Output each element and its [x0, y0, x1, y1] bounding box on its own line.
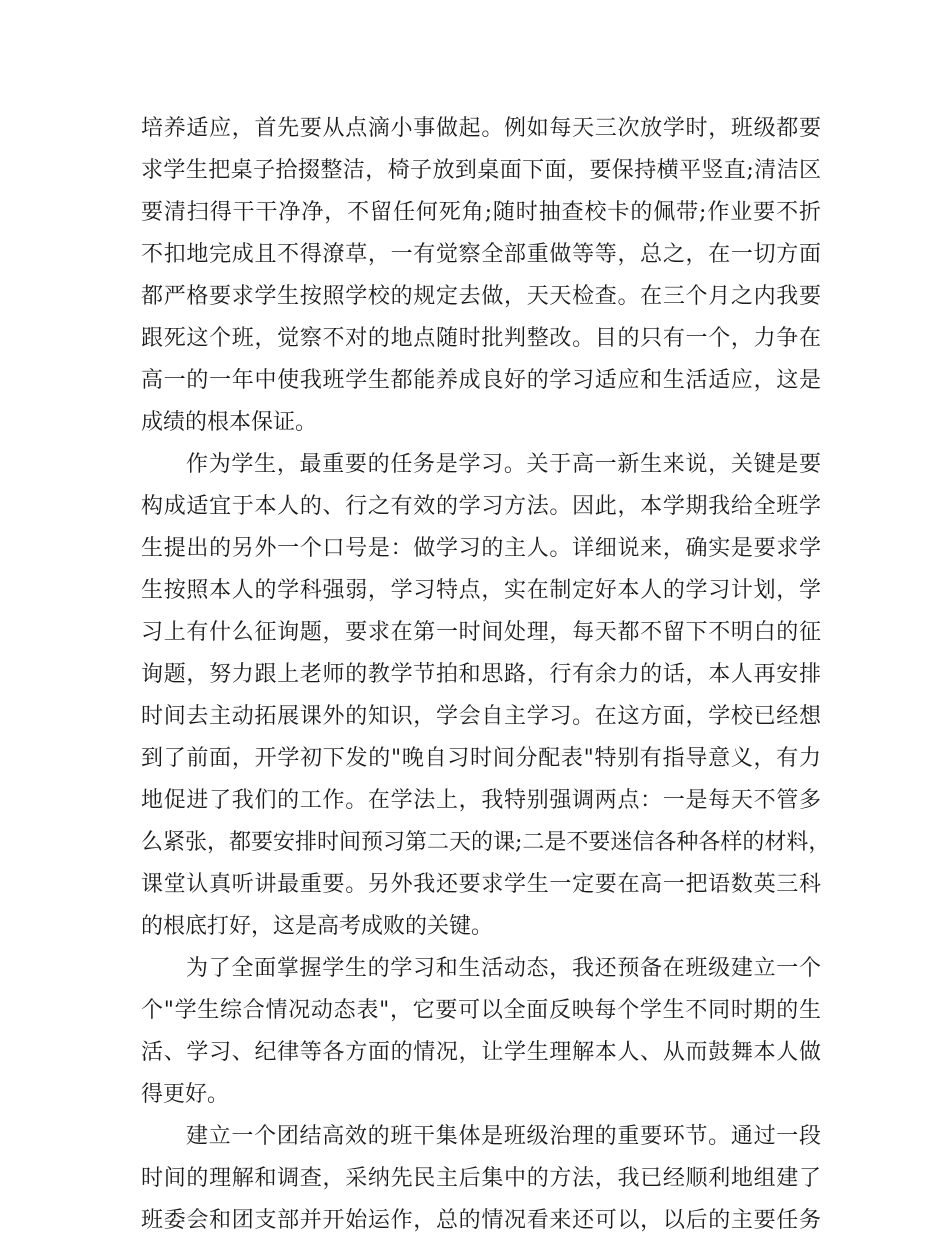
- text-line: 要清扫得干干净净，不留任何死角;随时抽查校卡的佩带;作业要不折: [141, 200, 821, 225]
- text-line: 时间去主动拓展课外的知识，学会自主学习。在这方面，学校已经想: [141, 704, 821, 729]
- text-line: 生按照本人的学科强弱，学习特点，实在制定好本人的学习计划，学: [141, 578, 821, 603]
- text-line: 培养适应，首先要从点滴小事做起。例如每天三次放学时，班级都要: [141, 116, 821, 141]
- text-line: 活、学习、纪律等各方面的情况，让学生理解本人、从而鼓舞本人做: [141, 1040, 821, 1065]
- paragraph: [141, 108, 821, 444]
- text-line: 成绩的根本保证。: [141, 410, 318, 435]
- text-line: 到了前面，开学初下发的"晚自习时间分配表"特别有指导意义，有力: [141, 746, 821, 771]
- text-line: 都严格要求学生按照学校的规定去做，天天检查。在三个月之内我要: [141, 284, 821, 309]
- text-line: 建立一个团结高效的班干集体是班级治理的重要环节。通过一段: [186, 1124, 821, 1149]
- text-line: 地促进了我们的工作。在学法上，我特别强调两点：一是每天不管多: [141, 788, 821, 813]
- text-line: 构成适宜于本人的、行之有效的学习方法。因此，本学期我给全班学: [141, 494, 821, 519]
- text-line: 为了全面掌握学生的学习和生活动态，我还预备在班级建立一个: [186, 956, 821, 981]
- text-line: 时间的理解和调查，采纳先民主后集中的方法，我已经顺利地组建了: [141, 1166, 821, 1191]
- text-line: 高一的一年中使我班学生都能养成良好的学习适应和生活适应，这是: [141, 368, 821, 393]
- text-line: 习上有什么征询题，要求在第一时间处理，每天都不留下不明白的征: [141, 620, 821, 645]
- paragraph: [141, 948, 821, 1116]
- text-line: 班委会和团支部并开始运作，总的情况看来还可以，以后的主要任务: [141, 1208, 821, 1233]
- paragraph: [141, 444, 831, 948]
- text-line: 么紧张，都要安排时间预习第二天的课;二是不要迷信各种各样的材料，: [141, 830, 831, 855]
- text-line: 求学生把桌子拾掇整洁，椅子放到桌面下面，要保持横平竖直;清洁区: [141, 158, 821, 183]
- body-text: [141, 108, 831, 1242]
- paragraph: [141, 1116, 821, 1242]
- text-line: 课堂认真听讲最重要。另外我还要求学生一定要在高一把语数英三科: [141, 872, 821, 897]
- text-line: 的根底打好，这是高考成败的关键。: [141, 914, 494, 939]
- text-line: 得更好。: [141, 1082, 230, 1107]
- text-line: 不扣地完成且不得潦草，一有觉察全部重做等等，总之，在一切方面: [141, 242, 821, 267]
- text-line: 跟死这个班，觉察不对的地点随时批判整改。目的只有一个，力争在: [141, 326, 821, 351]
- text-line: 个"学生综合情况动态表"，它要可以全面反映每个学生不同时期的生: [141, 998, 821, 1023]
- text-line: 作为学生，最重要的任务是学习。关于高一新生来说，关键是要: [186, 452, 821, 477]
- text-line: 询题，努力跟上老师的教学节拍和思路，行有余力的话，本人再安排: [141, 662, 821, 687]
- text-line: 生提出的另外一个口号是：做学习的主人。详细说来，确实是要求学: [141, 536, 821, 561]
